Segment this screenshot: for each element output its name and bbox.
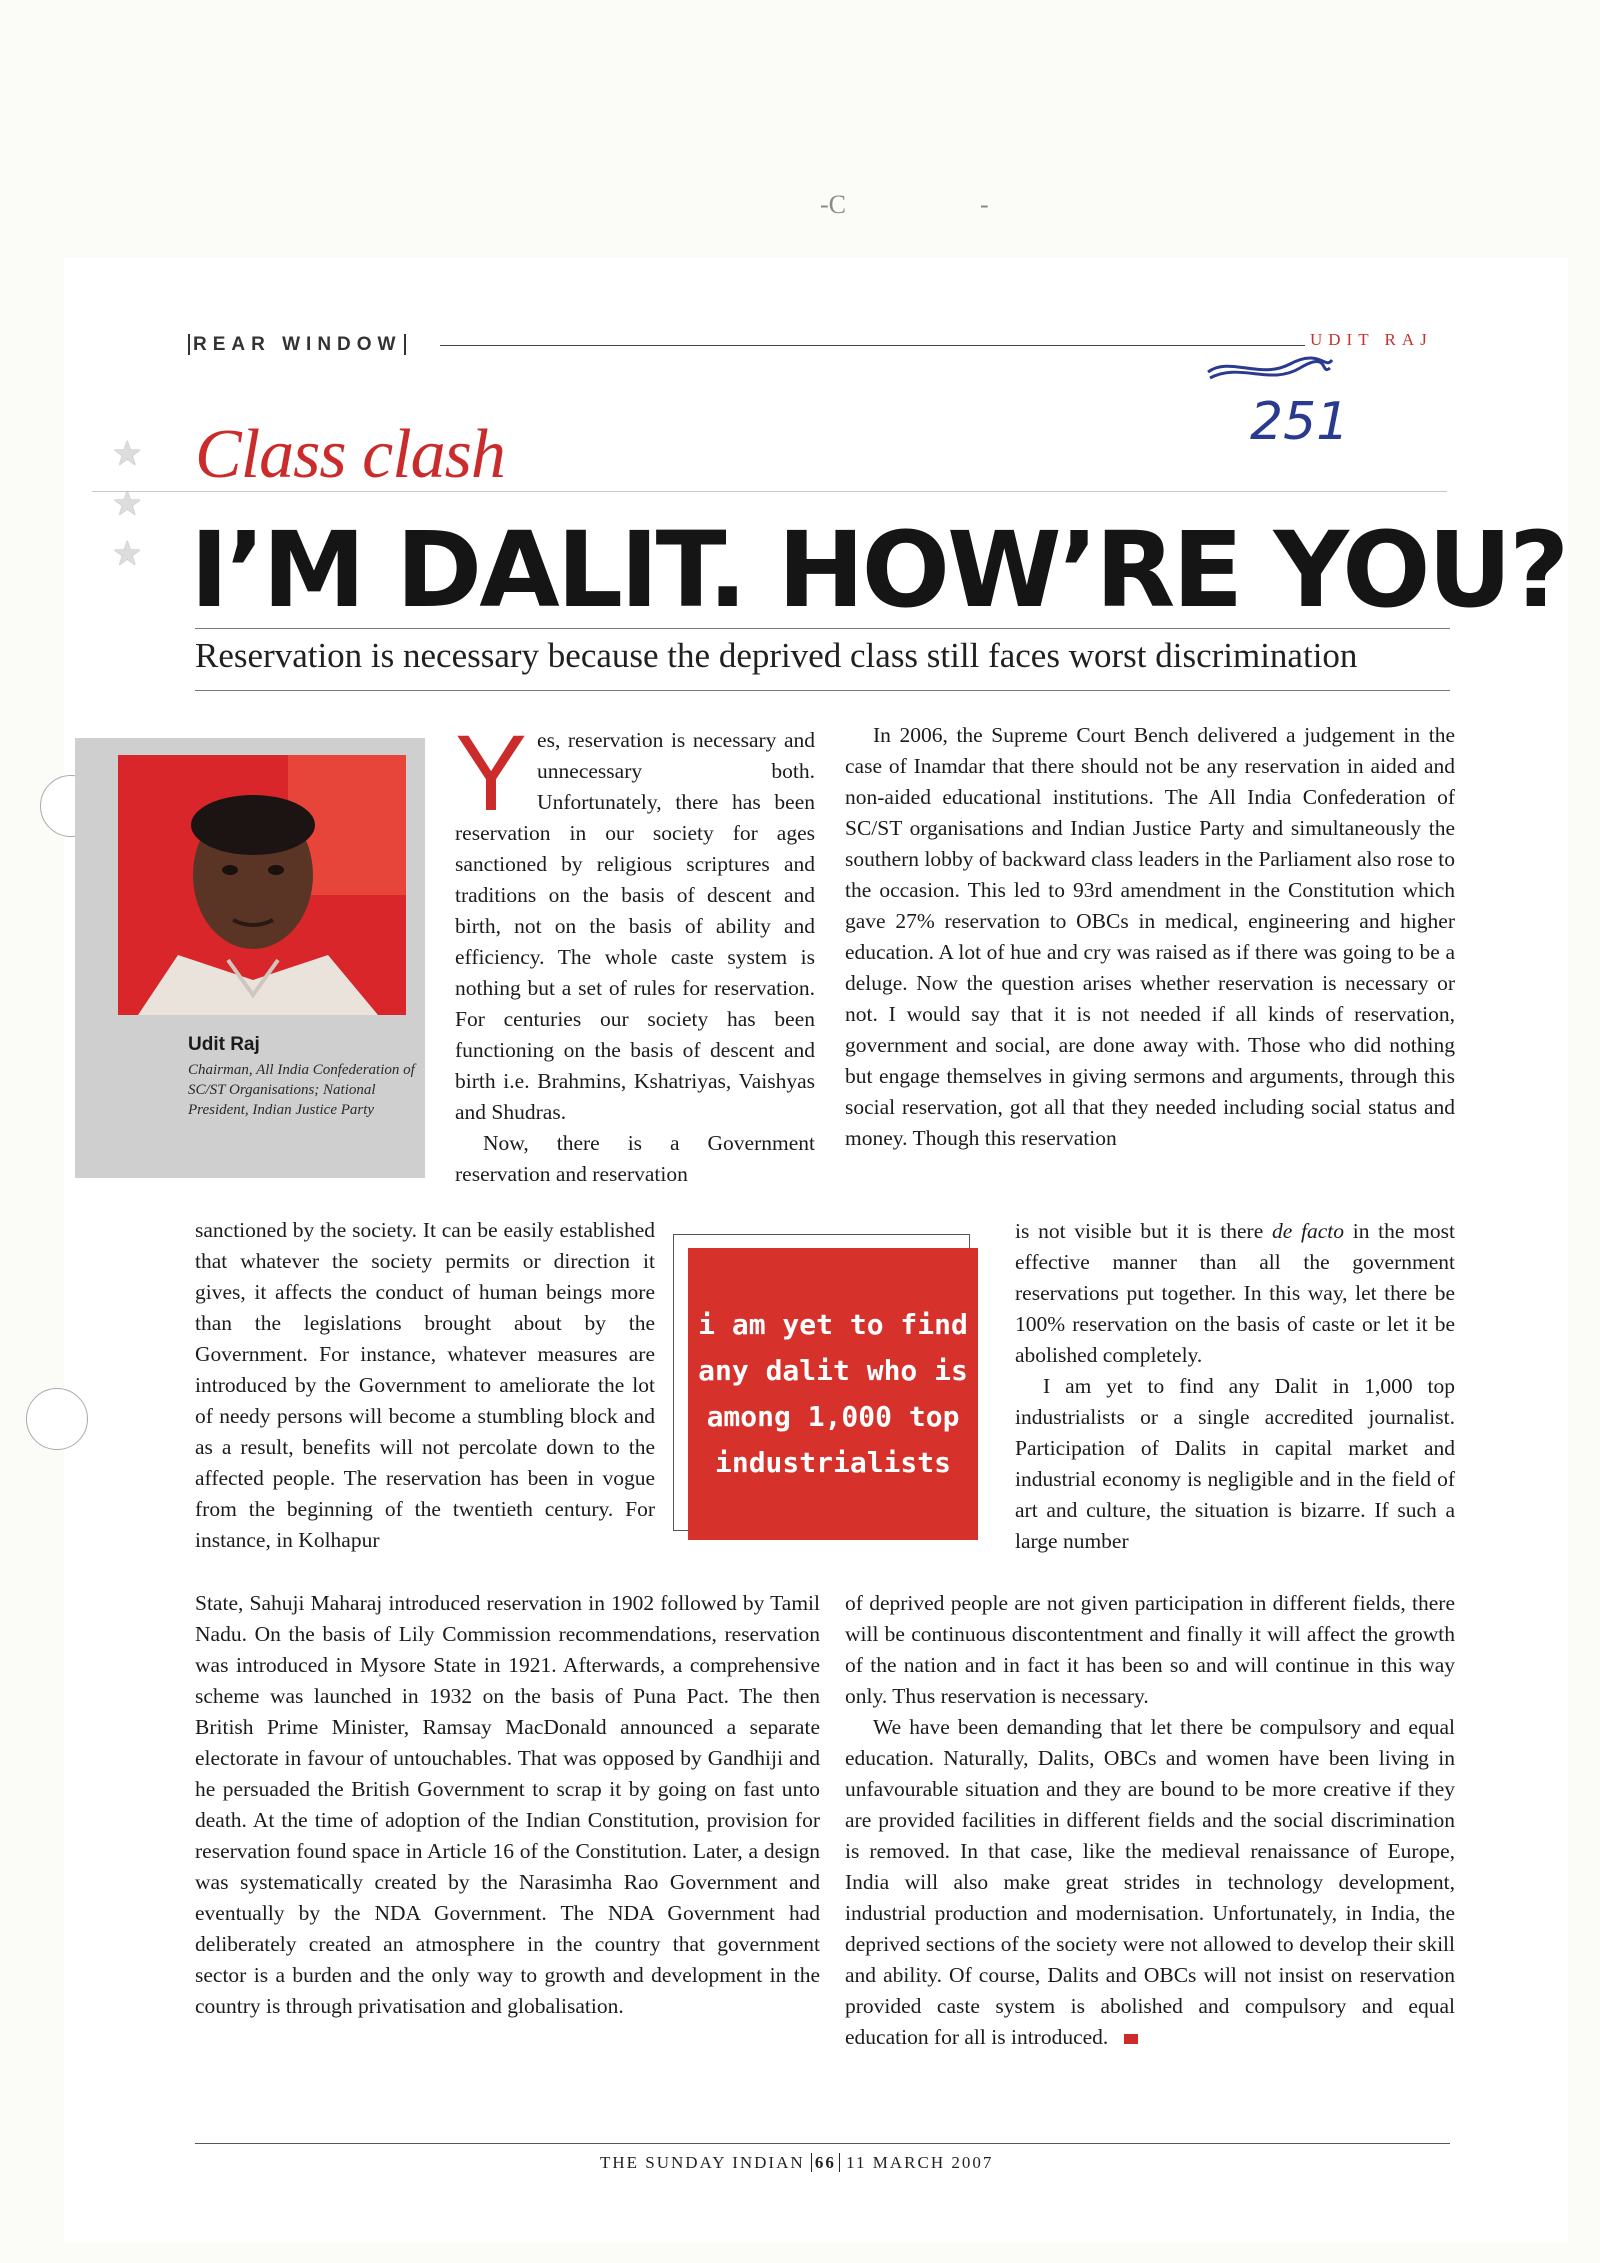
column2-middle: [1015, 1216, 1455, 1557]
body-paragraph: Now, there is a Government reservation and reservation: [455, 1131, 815, 1186]
author-photo: [118, 755, 406, 1015]
star-icon: ★: [112, 436, 143, 473]
stray-scan-mark: -C: [820, 190, 846, 219]
bio-name: Udit Raj: [188, 1034, 260, 1055]
column1-middle: [195, 1215, 655, 1556]
star-icon: ★: [112, 486, 143, 523]
drop-cap: Y: [455, 712, 528, 833]
body-text: is not visible but it is there: [1015, 1219, 1272, 1243]
section-kicker: REAR WINDOW: [188, 334, 406, 356]
body-italic: de facto: [1271, 1219, 1344, 1243]
subhead-rule-top: [195, 628, 1450, 629]
page-footer: [600, 2153, 993, 2173]
pull-quote: i am yet to find any dalit who is among 1,000 top industrialists: [688, 1248, 978, 1540]
subhead-rule-bottom: [195, 690, 1450, 691]
stray-scan-mark: -: [980, 190, 989, 219]
body-paragraph: es, reservation is necessary and unnecessary both. Unfortunately, there has been reservation in our society for ages sanctioned by religious scriptures and traditions on the basis of descent and birth, not on the basis of ability and efficiency. The whole caste system is nothing but a set of rules for reservation. For centuries our society has been functioning on the basis of descent and birth i.e. Brahmins, Kshatriyas, Vaishyas and Shudras.: [455, 728, 815, 1124]
column2-lower: [845, 1588, 1455, 2053]
body-paragraph: We have been demanding that let there be compulsory and equal education. Naturally, Dalits, OBCs and women have been living in unfavourable situation and they are bound to be more creative if they are provided facilities in different fields and the social discrimination is removed. In that case, like the medieval renaissance of Europe, India will also make great strides in technology development, industrial production and modernisation. Unfortunately, in India, the deprived sections of the society were not allowed to develop their skill and ability. Of course, Dalits and OBCs will not insist on reservation provided caste system is abolished and compulsory and equal education for all is introduced.: [845, 1715, 1455, 2049]
bio-role: Chairman, All India Confederation of SC/ST Organisations; National President, Indian Justice Party: [188, 1062, 415, 1118]
body-paragraph: In 2006, the Supreme Court Bench delivered a judgement in the case of Inamdar that there should not be any reservation in aided and non-aided educational institutions. The All India Confederation of SC/ST organisations and Indian Justice Party and simultaneously the southern lobby of backward class leaders in the Parliament also rose to the occasion. This led to 93rd amendment in the Constitution which gave 27% reservation to OBCs in medical, engineering and higher education. A lot of hue and cry was raised as if there was going to be a deluge. Now the question arises whether reservation is necessary or not. I would say that it is not needed if all kinds of reservation, government and social, are done away with. Those who did nothing but engage themselves in giving sermons and arguments, through this social reservation, got all that they needed including social status and money. Though this reservation: [845, 723, 1455, 1150]
column1-lower: [195, 1588, 820, 2022]
handwritten-page-number: 251: [1250, 392, 1350, 452]
section-title: Class clash: [195, 416, 505, 493]
section-rule: [92, 491, 1447, 492]
headline: I’M DALIT. HOW’RE YOU?: [190, 509, 1567, 631]
subheadline: Reservation is necessary because the deprived class still faces worst discrimination: [195, 636, 1358, 675]
punch-hole: [26, 1388, 88, 1450]
body-text: in the most effective manner than all the government reservations put together. In this way, let there be 100% reservation on the basis of caste or let it be abolished completely.: [1015, 1219, 1455, 1367]
decorative-stars: [112, 430, 142, 580]
footer-date: 11 MARCH 2007: [846, 2153, 994, 2172]
author-tag: UDIT RAJ: [1310, 330, 1433, 349]
footer-publication: THE SUNDAY INDIAN: [600, 2153, 805, 2172]
end-mark-icon: [1124, 2034, 1138, 2044]
footer-page-number: 66: [811, 2153, 840, 2172]
column1-upper: [455, 712, 815, 1190]
column2-upper: [845, 720, 1455, 1154]
body-paragraph: sanctioned by the society. It can be easily established that whatever the society permits or direction it gives, it affects the conduct of human beings more than the legislations brought about by the Government. For instance, whatever measures are introduced by the Government to ameliorate the lot of needy persons will become a stumbling block and as a result, benefits will not percolate down to the affected people. The reservation has been in vogue from the beginning of the twentieth century. For instance, in Kolhapur: [195, 1218, 655, 1552]
body-paragraph: State, Sahuji Maharaj introduced reservation in 1902 followed by Tamil Nadu. On the basis of Lily Commission recommendations, reservation was introduced in Mysore State in 1921. Afterwards, a comprehensive scheme was launched in 1932 on the basis of Puna Pact. The then British Prime Minister, Ramsay MacDonald announced a separate electorate in favour of untouchables. That was opposed by Gandhiji and he persuaded the British Government to scrap it by going on fast unto death. At the time of adoption of the Indian Constitution, provision for reservation found space in Article 16 of the Constitution. Later, a design was systematically created by the Narasimha Rao Government and eventually by the NDA Government. The NDA Government had deliberately created an atmosphere in the country that government sector is a burden and the only way to growth and development in the country is through privatisation and globalisation.: [195, 1591, 820, 2018]
header-rule: [440, 345, 1305, 346]
footer-rule: [195, 2143, 1450, 2144]
body-paragraph: of deprived people are not given participation in different fields, there will be continuous discontentment and finally it will affect the growth of the nation and in fact it has been so and will continue in this way only. Thus reservation is necessary.: [845, 1591, 1455, 1708]
body-paragraph: I am yet to find any Dalit in 1,000 top industrialists or a single accredited journalist. Participation of Dalits in capital market and industrial economy is negligible and in the field of art and culture, the situation is bizarre. If such a large number: [1015, 1374, 1455, 1553]
star-icon: ★: [112, 536, 143, 573]
handwritten-strikeout: [1200, 350, 1340, 390]
